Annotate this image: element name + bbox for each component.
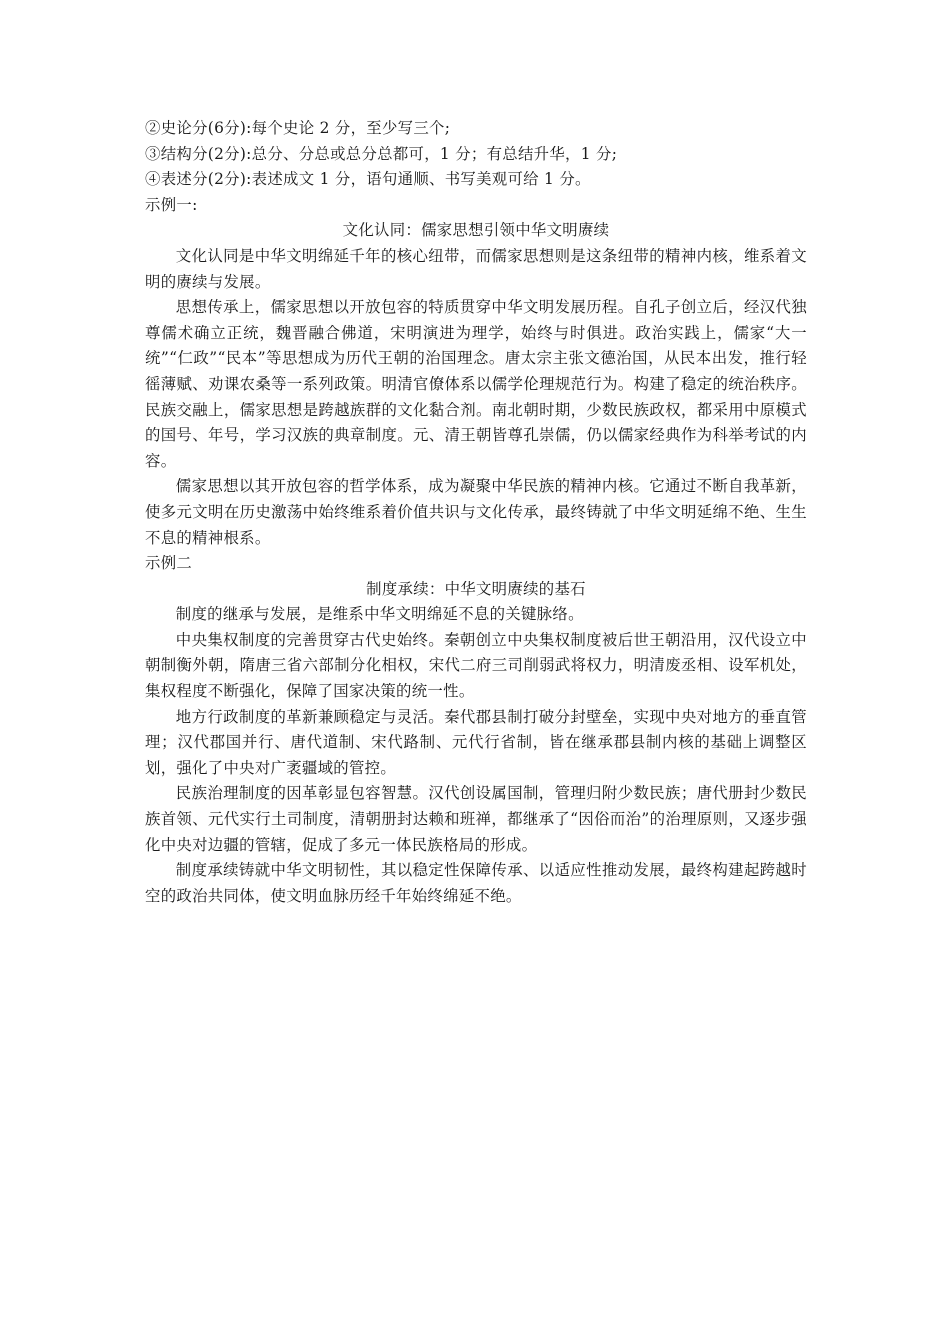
document-page xyxy=(145,116,807,909)
example-one-paragraph: 思想传承上，儒家思想以开放包容的特质贯穿中华文明发展历程。自孔子创立后，经汉代独尊儒术确立正统，魏晋融合佛道，宋明演进为理学，始终与时俱进。政治实践上，儒家“大一统”“仁政”“民本”等思想成为历代王朝的治国理念。唐太宗主张文德治国，从民本出发，推行轻徭薄赋、劝课农桑等一系列政策。明清官僚体系以儒学伦理规范行为。构建了稳定的统治秩序。民族交融上，儒家思想是跨越族群的文化黏合剂。南北朝时期，少数民族政权，都采用中原模式的国号、年号，学习汉族的典章制度。元、清王朝皆尊孔崇儒，仍以儒家经典作为科举考试的内容。 xyxy=(145,298,807,470)
scoring-item-structure: ③结构分(2分):总分、分总或总分总都可，1 分；有总结升华，1 分; xyxy=(145,144,618,163)
example-two-title: 制度承续：中华文明赓续的基石 xyxy=(366,579,586,598)
example-two-label: 示例二 xyxy=(145,554,193,573)
scoring-item-expression: ④表述分(2分):表述成文 1 分，语句通顺、书写美观可给 1 分。 xyxy=(145,170,591,189)
example-two-paragraph: 制度的继承与发展，是维系中华文明绵延不息的关键脉络。 xyxy=(175,605,584,624)
example-two-paragraph: 中央集权制度的完善贯穿古代史始终。秦朝创立中央集权制度被后世王朝沿用，汉代设立中朝制衡外朝，隋唐三省六部制分化相权，宋代二府三司削弱武将权力，明清废丞相、设军机处，集权程度不断强化，保障了国家决策的统一性。 xyxy=(145,630,807,701)
scoring-item-history-argument: ②史论分(6分):每个史论 2 分，至少写三个; xyxy=(145,119,451,137)
example-one-title: 文化认同：儒家思想引领中华文明赓续 xyxy=(342,221,610,240)
example-two-paragraph: 制度承续铸就中华文明韧性，其以稳定性保障传承、以适应性推动发展，最终构建起跨越时空的政治共同体，使文明血脉历经千年始终绵延不绝。 xyxy=(145,861,807,905)
example-one-paragraph: 文化认同是中华文明绵延千年的核心纽带，而儒家思想则是这条纽带的精神内核，维系着文明的赓续与发展。 xyxy=(145,246,807,291)
example-one-label: 示例一: xyxy=(145,195,198,214)
example-two-paragraph: 地方行政制度的革新兼顾稳定与灵活。秦代郡县制打破分封壁垒，实现中央对地方的垂直管理；汉代郡国并行、唐代道制、宋代路制、元代行省制，皆在继承郡县制内核的基础上调整区划，强化了中央对广袤疆域的管控。 xyxy=(145,707,807,777)
example-one-paragraph: 儒家思想以其开放包容的哲学体系，成为凝聚中华民族的精神内核。它通过不断自我革新，使多元文明在历史激荡中始终维系着价值共识与文化传承，最终铸就了中华文明延绵不绝、生生不息的精神根系。 xyxy=(145,477,807,547)
example-two-paragraph: 民族治理制度的因革彰显包容智慧。汉代创设属国制，管理归附少数民族；唐代册封少数民族首领、元代实行土司制度，清朝册封达赖和班禅，都继承了“因俗而治”的治理原则，又逐步强化中央对边疆的管辖，促成了多元一体民族格局的形成。 xyxy=(145,784,807,854)
